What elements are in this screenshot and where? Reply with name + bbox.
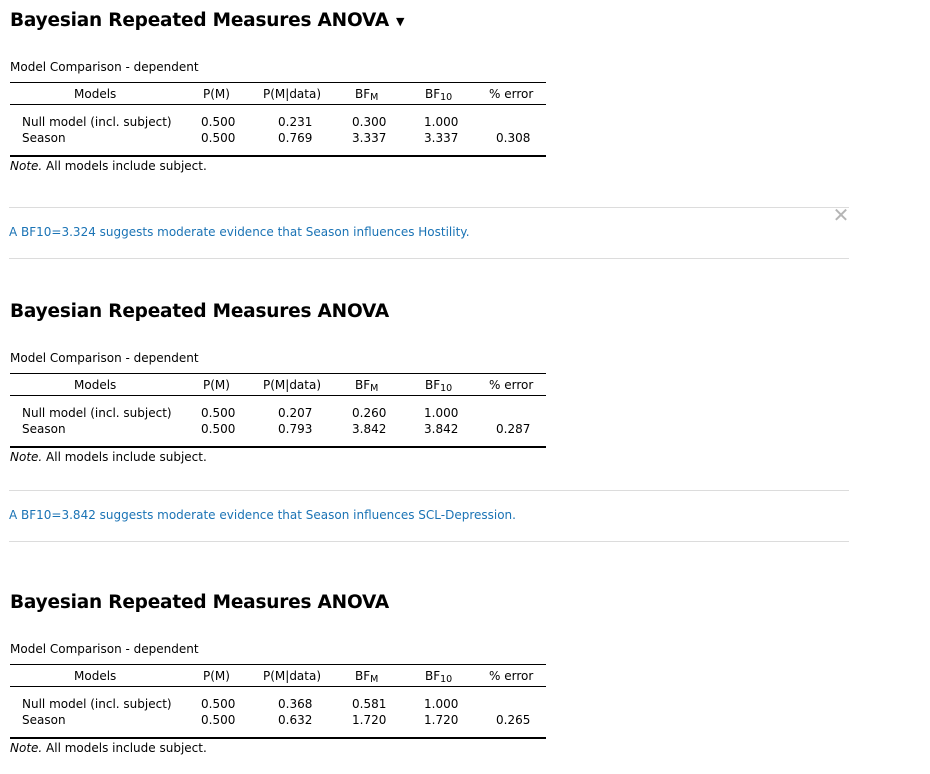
note-label: Note. bbox=[10, 741, 43, 755]
cell-bf10: 1.000 bbox=[424, 406, 459, 420]
bf10-label: BF bbox=[425, 669, 441, 683]
column-header-error: % error bbox=[489, 378, 534, 392]
bfm-label: BF bbox=[355, 669, 371, 683]
cell-model: Season bbox=[22, 422, 66, 436]
table-title: Model Comparison - dependent bbox=[10, 60, 199, 74]
note-label: Note. bbox=[10, 450, 43, 464]
cell-pm-data: 0.769 bbox=[278, 131, 313, 145]
bfm-subscript: M bbox=[370, 92, 379, 103]
bf10-label: BF bbox=[425, 87, 441, 101]
column-header-models: Models bbox=[74, 87, 117, 101]
column-header-bfm bbox=[355, 87, 378, 101]
column-header-models: Models bbox=[74, 669, 117, 683]
cell-model: Season bbox=[22, 713, 66, 727]
bf10-subscript: 10 bbox=[440, 383, 453, 394]
note-text: All models include subject. bbox=[42, 741, 207, 755]
column-header-pm-data: P(M|data) bbox=[263, 378, 322, 392]
divider bbox=[9, 207, 849, 208]
column-header-bf10 bbox=[425, 669, 452, 683]
column-header-pm: P(M) bbox=[203, 378, 230, 392]
cell-model: Null model (incl. subject) bbox=[22, 406, 172, 420]
table-note bbox=[10, 450, 207, 464]
analysis-title[interactable]: Bayesian Repeated Measures ANOVA bbox=[10, 301, 389, 322]
column-header-models: Models bbox=[74, 378, 117, 392]
cell-pm: 0.500 bbox=[201, 115, 236, 129]
bf10-subscript: 10 bbox=[440, 92, 453, 103]
cell-bf10: 1.000 bbox=[424, 697, 459, 711]
table-header-rule bbox=[10, 395, 546, 396]
column-header-pm-data: P(M|data) bbox=[263, 87, 322, 101]
cell-bf10: 1.000 bbox=[424, 115, 459, 129]
cell-pm: 0.500 bbox=[201, 422, 236, 436]
table-bottom-rule bbox=[10, 446, 546, 448]
analysis-2-title-row bbox=[10, 301, 389, 322]
bfm-subscript: M bbox=[370, 674, 379, 685]
cell-pm: 0.500 bbox=[201, 406, 236, 420]
analysis-3-title-row bbox=[10, 592, 389, 613]
table-top-rule bbox=[10, 664, 546, 665]
table-note bbox=[10, 159, 207, 173]
table-note bbox=[10, 741, 207, 755]
table-header-rule bbox=[10, 686, 546, 687]
table-bottom-rule bbox=[10, 155, 546, 157]
analysis-1-title-row bbox=[10, 10, 404, 31]
table-title: Model Comparison - dependent bbox=[10, 351, 199, 365]
note-text: All models include subject. bbox=[42, 450, 207, 464]
cell-error: 0.308 bbox=[496, 131, 531, 145]
analysis-3 bbox=[10, 592, 534, 755]
cell-model: Null model (incl. subject) bbox=[22, 697, 172, 711]
cell-bf10: 3.842 bbox=[424, 422, 459, 436]
analysis-title[interactable]: Bayesian Repeated Measures ANOVA bbox=[10, 592, 389, 613]
divider bbox=[9, 258, 849, 259]
column-header-pm: P(M) bbox=[203, 669, 230, 683]
column-header-error: % error bbox=[489, 669, 534, 683]
column-header-bfm bbox=[355, 378, 378, 392]
cell-pm: 0.500 bbox=[201, 697, 236, 711]
cell-bfm: 0.260 bbox=[352, 406, 387, 420]
cell-bfm: 0.581 bbox=[352, 697, 387, 711]
interpretation-text[interactable]: A BF10=3.842 suggests moderate evidence that Season influences SCL-Depression. bbox=[9, 508, 516, 522]
cell-error: 0.265 bbox=[496, 713, 531, 727]
column-header-pm-data: P(M|data) bbox=[263, 669, 322, 683]
cell-model: Null model (incl. subject) bbox=[22, 115, 172, 129]
divider bbox=[9, 541, 849, 542]
bfm-label: BF bbox=[355, 87, 371, 101]
close-icon[interactable]: ✕ bbox=[832, 203, 850, 227]
cell-bfm: 0.300 bbox=[352, 115, 387, 129]
cell-pm-data: 0.632 bbox=[278, 713, 313, 727]
cell-bf10: 1.720 bbox=[424, 713, 459, 727]
table-title: Model Comparison - dependent bbox=[10, 642, 199, 656]
table-top-rule bbox=[10, 373, 546, 374]
analysis-2 bbox=[10, 301, 534, 464]
cell-bfm: 3.337 bbox=[352, 131, 387, 145]
column-header-pm: P(M) bbox=[203, 87, 230, 101]
interpretation-text[interactable]: A BF10=3.324 suggests moderate evidence that Season influences Hostility. bbox=[9, 225, 470, 239]
bf10-label: BF bbox=[425, 378, 441, 392]
cell-pm-data: 0.231 bbox=[278, 115, 313, 129]
bfm-subscript: M bbox=[370, 383, 379, 394]
column-header-bf10 bbox=[425, 378, 452, 392]
analysis-1 bbox=[10, 10, 534, 173]
cell-pm: 0.500 bbox=[201, 131, 236, 145]
cell-bfm: 3.842 bbox=[352, 422, 387, 436]
analysis-title[interactable]: Bayesian Repeated Measures ANOVA bbox=[10, 10, 389, 31]
note-text: All models include subject. bbox=[42, 159, 207, 173]
cell-model: Season bbox=[22, 131, 66, 145]
cell-pm: 0.500 bbox=[201, 713, 236, 727]
table-header-rule bbox=[10, 104, 546, 105]
cell-bfm: 1.720 bbox=[352, 713, 387, 727]
table-bottom-rule bbox=[10, 737, 546, 739]
column-header-error: % error bbox=[489, 87, 534, 101]
bf10-subscript: 10 bbox=[440, 674, 453, 685]
cell-pm-data: 0.368 bbox=[278, 697, 313, 711]
cell-pm-data: 0.793 bbox=[278, 422, 313, 436]
cell-bf10: 3.337 bbox=[424, 131, 459, 145]
divider bbox=[9, 490, 849, 491]
column-header-bf10 bbox=[425, 87, 452, 101]
bfm-label: BF bbox=[355, 378, 371, 392]
note-label: Note. bbox=[10, 159, 43, 173]
dropdown-arrow-icon[interactable]: ▼ bbox=[395, 14, 405, 28]
column-header-bfm bbox=[355, 669, 378, 683]
table-top-rule bbox=[10, 82, 546, 83]
cell-error: 0.287 bbox=[496, 422, 531, 436]
cell-pm-data: 0.207 bbox=[278, 406, 313, 420]
